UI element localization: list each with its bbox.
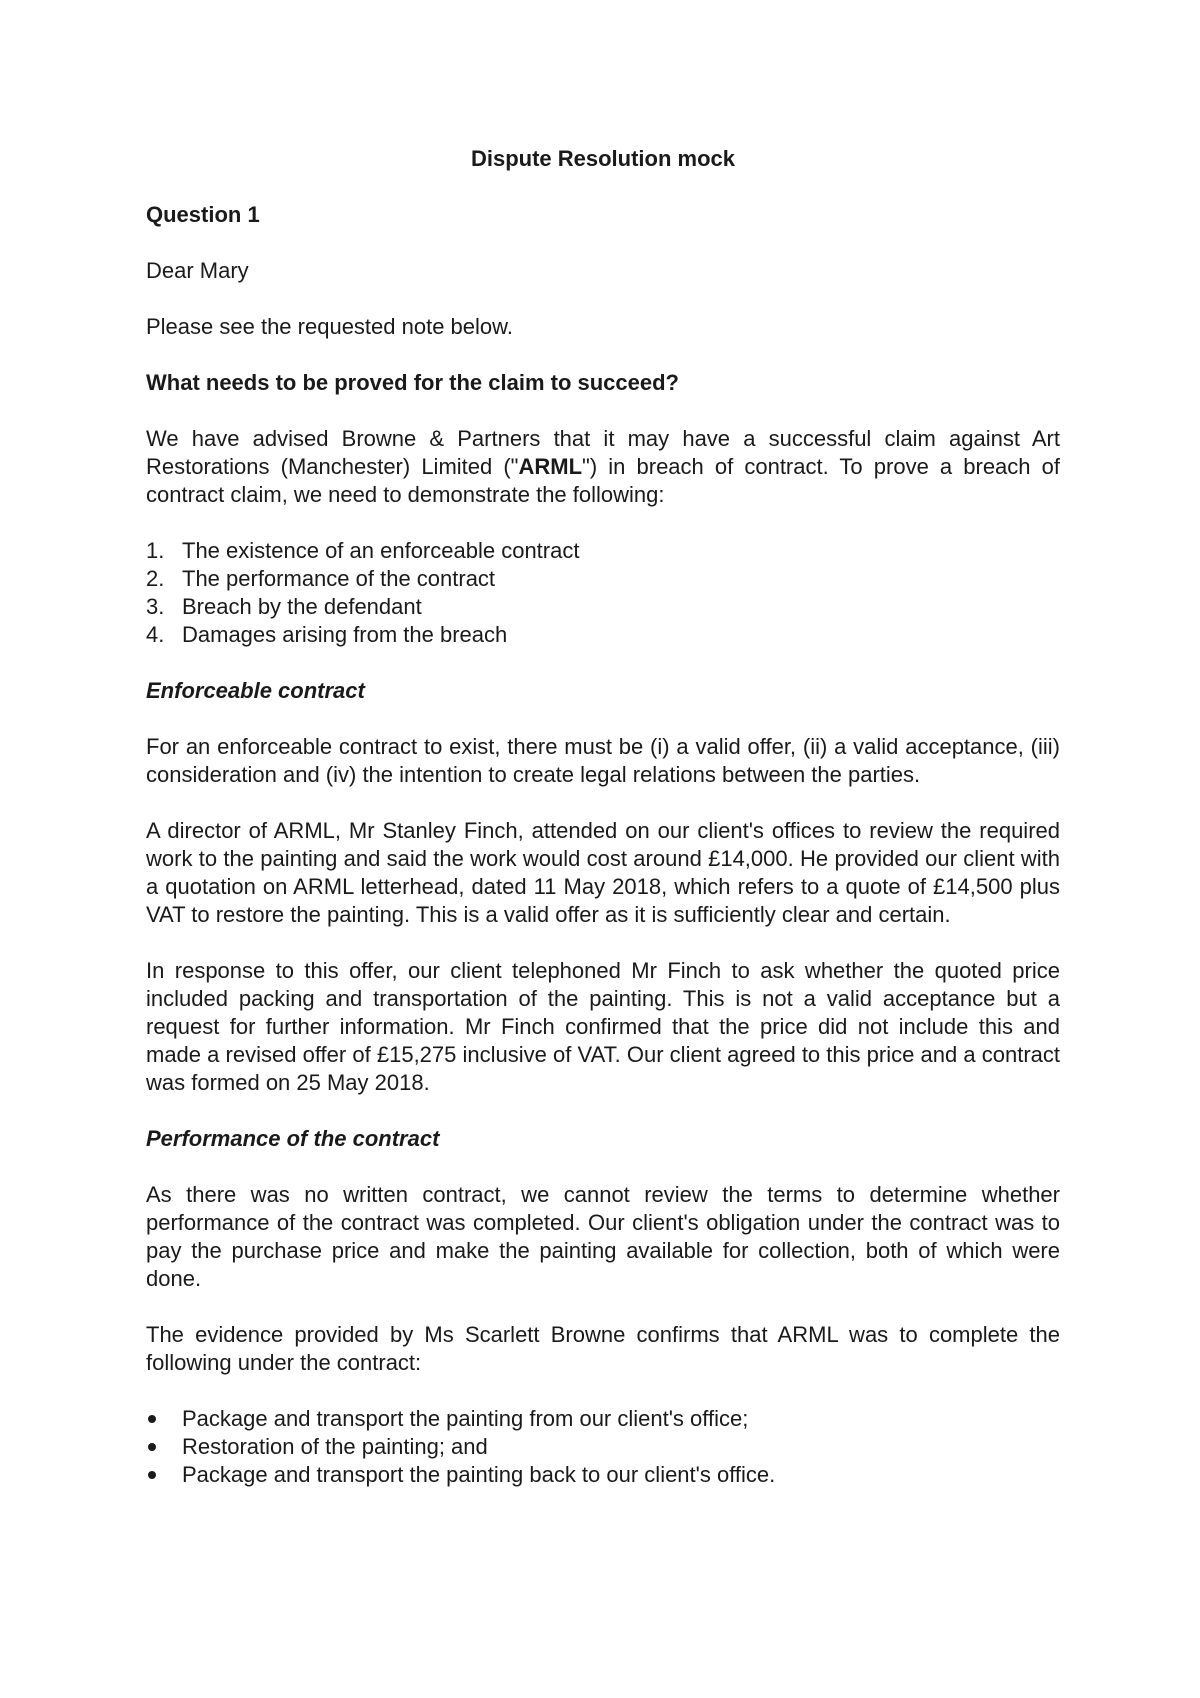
paragraph: A director of ARML, Mr Stanley Finch, attended on our client's offices to review the required work to the painting and said the work would cost around £14,000. He provided our client with a quotation on ARML letterhead, dated 11 May 2018, which refers to a quote of £14,500 plus VAT to restore the painting. This is a valid offer as it is sufficiently clear and certain. <box>146 818 1060 927</box>
list-item-text: Package and transport the painting from our client's office; <box>182 1406 749 1431</box>
paragraph: As there was no written contract, we cannot review the terms to determine whether performance of the contract was completed. Our client's obligation under the contract was to pay the purchase price and make the painting available for collection, both of which were done. <box>146 1182 1060 1291</box>
list-item <box>146 1433 1060 1461</box>
list-item-text: The existence of an enforceable contract <box>182 538 580 563</box>
paragraph: In response to this offer, our client telephoned Mr Finch to ask whether the quoted price included packing and transportation of the painting. This is not a valid acceptance but a request for further information. Mr Finch confirmed that the price did not include this and made a revised offer of £15,275 inclusive of VAT. Our client agreed to this price and a contract was formed on 25 May 2018. <box>146 958 1060 1095</box>
bullet-icon <box>146 1433 182 1461</box>
advice-defined-term: ARML <box>518 454 583 479</box>
list-item <box>146 621 1060 649</box>
greeting: Dear Mary <box>146 258 249 283</box>
intro-paragraph: Please see the requested note below. <box>146 314 513 339</box>
list-item-text: The performance of the contract <box>182 566 496 591</box>
list-item <box>146 1461 1060 1489</box>
obligations-bullet-list <box>146 1405 1060 1489</box>
list-item-text: Breach by the defendant <box>182 594 422 619</box>
document-page <box>146 145 1060 1517</box>
list-item <box>146 593 1060 621</box>
question-heading: Question 1 <box>146 202 260 227</box>
list-item <box>146 1405 1060 1433</box>
section-heading-enforceable-contract: Enforceable contract <box>146 678 365 703</box>
list-item-text: Restoration of the painting; and <box>182 1434 488 1459</box>
advice-paragraph <box>146 425 1060 509</box>
advice-text-start: We have advised Browne & Partners that it may have a successful claim against Art Restorations (Manchester) Limited (" <box>146 426 1060 479</box>
advice-text-end: ") in breach of contract. To prove a breach of contract claim, we need to demonstrate the following: <box>146 454 1060 507</box>
list-number: 4. <box>146 622 165 647</box>
paragraph: For an enforceable contract to exist, there must be (i) a valid offer, (ii) a valid acceptance, (iii) consideration and (iv) the intention to create legal relations between the parties. <box>146 734 1060 787</box>
list-number: 1. <box>146 538 165 563</box>
bullet-icon <box>146 1461 182 1489</box>
requirements-list <box>146 537 1060 649</box>
bullet-icon <box>146 1405 182 1433</box>
section-heading-what-needs-to-be-proved: What needs to be proved for the claim to succeed? <box>146 370 679 395</box>
section-heading-performance-of-contract: Performance of the contract <box>146 1126 440 1151</box>
list-number: 3. <box>146 594 165 619</box>
paragraph: The evidence provided by Ms Scarlett Browne confirms that ARML was to complete the following under the contract: <box>146 1322 1060 1375</box>
list-item-text: Damages arising from the breach <box>182 622 508 647</box>
list-item-text: Package and transport the painting back to our client's office. <box>182 1462 776 1487</box>
list-item <box>146 565 1060 593</box>
list-number: 2. <box>146 566 165 591</box>
list-item <box>146 537 1060 565</box>
document-title: Dispute Resolution mock <box>470 146 736 171</box>
